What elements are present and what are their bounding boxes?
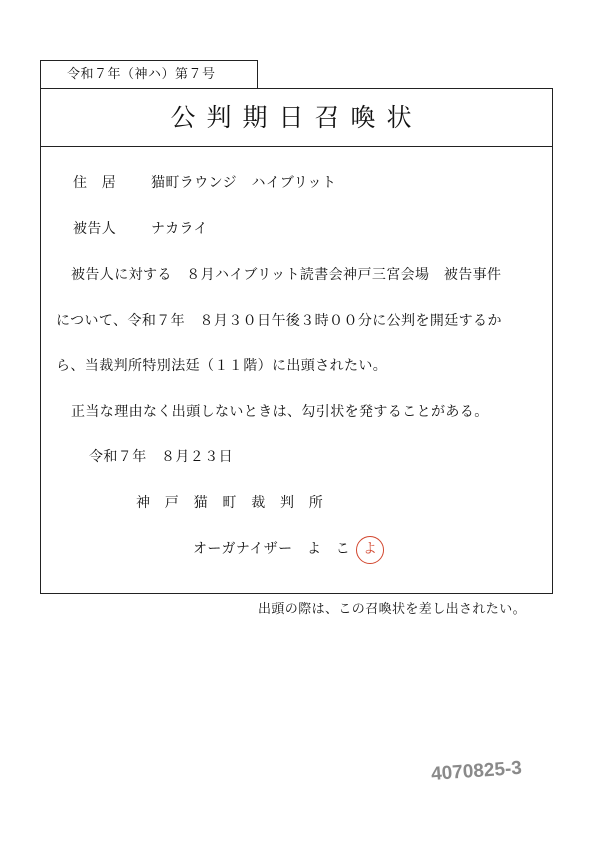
seal-stamp: よ — [356, 536, 384, 564]
summons-frame — [40, 88, 553, 594]
case-number: 令和７年（神ハ）第７号 — [40, 60, 258, 88]
footer-note: 出頭の際は、この召喚状を差し出されたい。 — [258, 602, 527, 617]
document-title: 公判期日召喚状 — [41, 89, 552, 147]
address-label: 住 居 — [73, 175, 117, 191]
stamp-number: 4070825-3 — [430, 757, 523, 786]
address-value: 猫町ラウンジ ハイブリット — [151, 175, 337, 191]
defendant-value: ナカライ — [151, 221, 208, 237]
body-line: 正当な理由なく出頭しないときは、勾引状を発することがある。 — [71, 404, 489, 420]
issue-date: 令和７年 ８月２３日 — [89, 449, 233, 465]
body-line: ら、当裁判所特別法廷（１１階）に出頭されたい。 — [56, 358, 388, 374]
body-line: 被告人に対する ８月ハイブリット読書会神戸三宮会場 被告事件 — [71, 267, 502, 283]
issuer-name: オーガナイザー よ こ — [193, 541, 351, 557]
defendant-line — [73, 218, 208, 238]
address-line — [73, 172, 336, 192]
defendant-label: 被告人 — [73, 221, 117, 237]
court-name: 神 戸 猫 町 裁 判 所 — [136, 495, 324, 511]
body-line: について、令和７年 ８月３０日午後３時００分に公判を開廷するか — [56, 313, 502, 329]
